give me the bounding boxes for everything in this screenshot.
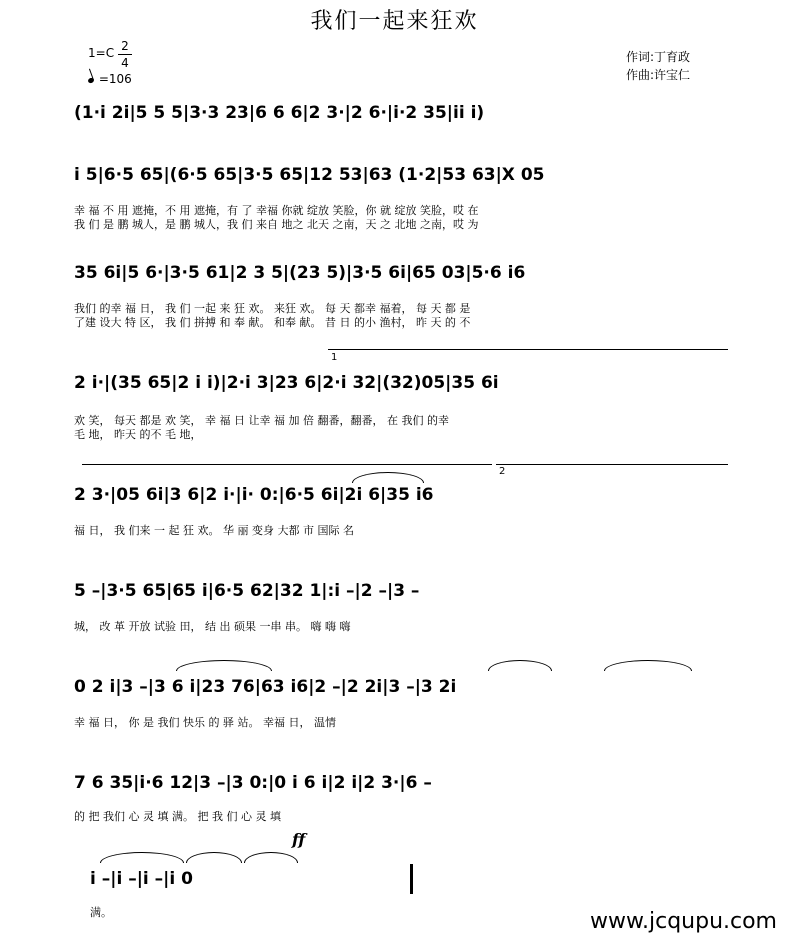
notation-line: i –|i –|i –|i 0 [90,869,193,889]
key-signature: 1=C [88,46,115,60]
notation-line: 5 –|3·5 65|65 i|6·5 62|32 1|:i –|2 –|3 – [74,581,420,601]
notation-line: 7 6 35|i·6 12|3 –|3 0:|0 i 6 i|2 i|2 3·|6 – [74,773,432,793]
time-numerator: 2 [121,39,129,53]
notation-line: 2 i·|(35 65|2 i i)|2·i 3|23 6|2·i 32|(32)05|35 6i [74,373,499,393]
volta-bracket-top [82,464,492,465]
song-title: 我们一起来狂欢 [310,9,479,34]
lyrics-verse-1: 城， 改 革 开放 试验 田， 结 出 硕果 一串 串。 嗨 嗨 嗨 [74,620,351,633]
quarter-note-icon [87,77,94,84]
time-denominator: 4 [121,56,129,70]
site-watermark: www.jcqupu.com [590,909,777,934]
lyrics-verse-2: 我 们 是 鹏 城人，是 鹏 城人，我 们 来自 地之 北天 之南，天 之 北地 之南，哎 为 [74,218,479,231]
final-barline [410,864,413,894]
lyricist-credit: 作词:丁育政 [626,50,691,64]
lyrics-verse-2: 了建 设大 特 区， 我 们 拼搏 和 奉 献。 和奉 献。 昔 日 的小 渔村， 昨 天 的 不 [74,316,471,329]
lyrics-verse-1: 幸 福 不 用 遮掩，不 用 遮掩，有 了 幸福 你就 绽放 笑脸，你 就 绽放 笑脸，哎 在 [74,204,479,217]
notation-line: i 5|6·5 65|(6·5 65|3·5 65|12 53|63 (1·2|53 63|X 05 [74,165,545,185]
time-divider [118,54,132,55]
tempo-marking [88,72,132,86]
notation-line: 0 2 i|3 –|3 6 i|23 76|63 i6|2 –|2 2i|3 –|3 2i [74,677,457,697]
lyrics-verse-1: 欢 笑， 每天 都是 欢 笑， 幸 福 日 让幸 福 加 倍 翻番，翻番， 在 我们 的幸 [74,414,449,427]
notation-line: (1·i 2i|5 5 5|3·3 23|6 6 6|2 3·|2 6·|i·2 35|ii i) [74,103,485,123]
notation-line: 35 6i|5 6·|3·5 61|2 3 5|(23 5)|3·5 6i|65 03|5·6 i6 [74,263,526,283]
lyrics-verse-2: 毛 地， 昨天 的不 毛 地， [74,428,202,441]
volta-bracket-2 [496,464,728,465]
volta-bracket-1 [328,349,728,350]
lyrics-verse-1: 幸 福 日， 你 是 我们 快乐 的 驿 站。 幸福 日， 温情 [74,716,336,729]
notation-line: 2 3·|05 6i|3 6|2 i·|i· 0:|6·5 6i|2i 6|35 i6 [74,485,434,505]
volta-number-2: 2 [499,466,506,477]
time-signature [118,40,132,69]
lyrics-verse-1: 福 日， 我 们来 一 起 狂 欢。 华 丽 变身 大都 市 国际 名 [74,524,354,537]
dynamic-marking: ff [292,830,306,849]
lyrics-verse-1: 的 把 我们 心 灵 填 满。 把 我 们 心 灵 填 [74,810,281,823]
volta-number-1: 1 [331,352,338,363]
lyrics-verse-1: 满。 [90,906,112,919]
composer-credit: 作曲:许宝仁 [626,68,691,82]
tempo-value: =106 [98,72,132,86]
lyrics-verse-1: 我们 的幸 福 日， 我 们 一起 来 狂 欢。 来狂 欢。 每 天 都幸 福着， 每 天 都 是 [74,302,471,315]
